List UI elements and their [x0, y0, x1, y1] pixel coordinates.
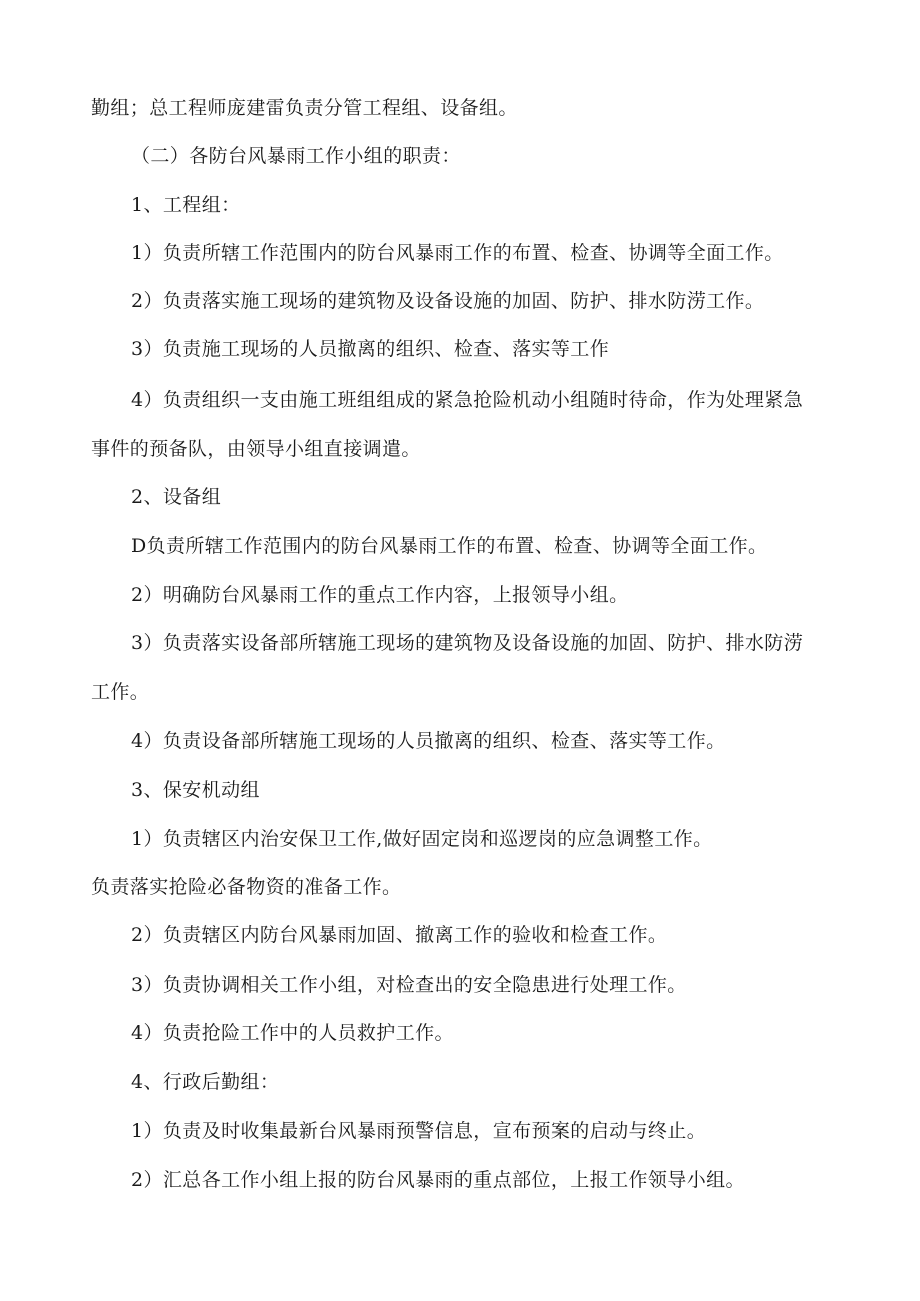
- list-item: 4）负责抢险工作中的人员救护工作。: [131, 1022, 454, 1044]
- list-item: 3）负责施工现场的人员撤离的组织、检查、落实等工作: [131, 338, 610, 360]
- list-item-continuation: 事件的预备队，由领导小组直接调遣。: [91, 438, 421, 460]
- list-item-continuation: 工作。: [91, 681, 150, 703]
- list-item: 1）负责及时收集最新台风暴雨预警信息，宣布预案的启动与终止。: [131, 1120, 707, 1142]
- list-item: 3）负责协调相关工作小组，对检查出的安全隐患进行处理工作。: [131, 974, 687, 996]
- list-item: 1）负责辖区内治安保卫工作,做好固定岗和巡逻岗的应急调整工作。: [131, 828, 713, 850]
- list-item: 3）负责落实设备部所辖施工现场的建筑物及设备设施的加固、防护、排水防涝: [131, 632, 804, 654]
- list-item: 2）负责辖区内防台风暴雨加固、撤离工作的验收和检查工作。: [131, 924, 668, 946]
- section-heading: （二）各防台风暴雨工作小组的职责：: [131, 145, 461, 167]
- list-item: 2）负责落实施工现场的建筑物及设备设施的加固、防护、排水防涝工作。: [131, 290, 765, 312]
- list-item: 负责落实抢险必备物资的准备工作。: [91, 876, 402, 898]
- group-heading-security: 3、保安机动组: [131, 779, 260, 801]
- list-item: 2）汇总各工作小组上报的防台风暴雨的重点部位，上报工作领导小组。: [131, 1169, 745, 1191]
- list-item: 4）负责设备部所辖施工现场的人员撤离的组织、检查、落实等工作。: [131, 730, 726, 752]
- group-heading-engineering: 1、工程组：: [131, 194, 241, 216]
- text-line: 勤组；总工程师庞建雷负责分管工程组、设备组。: [91, 97, 518, 119]
- group-heading-admin: 4、行政后勤组：: [131, 1071, 280, 1093]
- list-item: D负责所辖工作范围内的防台风暴雨工作的布置、检查、协调等全面工作。: [131, 535, 768, 557]
- list-item: 2）明确防台风暴雨工作的重点工作内容，上报领导小组。: [131, 584, 629, 606]
- group-heading-equipment: 2、设备组: [131, 486, 222, 508]
- list-item: 1）负责所辖工作范围内的防台风暴雨工作的布置、检查、协调等全面工作。: [131, 242, 784, 264]
- list-item: 4）负责组织一支由施工班组组成的紧急抢险机动小组随时待命，作为处理紧急: [131, 389, 804, 411]
